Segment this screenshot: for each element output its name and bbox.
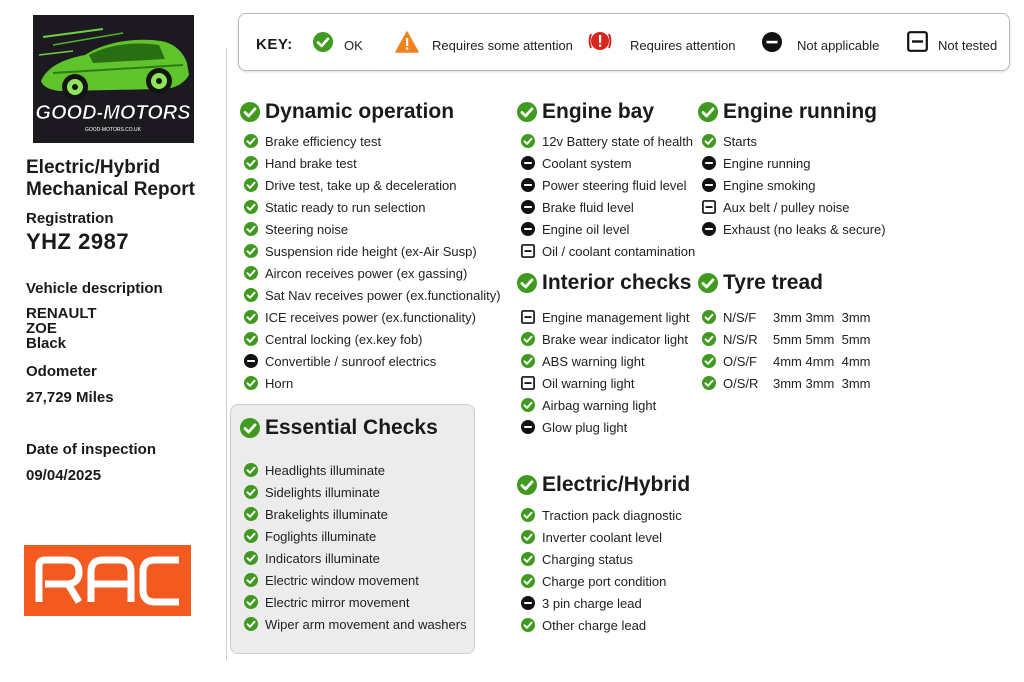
item-label: Suspension ride height (ex-Air Susp): [265, 243, 477, 259]
list-item: [702, 177, 816, 193]
minus-circle-icon: [521, 178, 535, 192]
inspection-date-value: 09/04/2025: [26, 467, 102, 484]
section-engine-running: [698, 100, 877, 124]
check-circle-icon: [244, 332, 258, 346]
check-circle-icon: [702, 354, 716, 368]
item-label: Indicators illuminate: [265, 550, 380, 566]
check-circle-icon: [517, 102, 537, 122]
section-tyre-tread: [698, 271, 823, 295]
list-item: [521, 353, 645, 369]
item-label: Static ready to run selection: [265, 199, 426, 215]
check-circle-icon: [521, 574, 535, 588]
logo-url-text: GOOD-MOTORS.CO.UK: [84, 127, 142, 133]
check-circle-icon: [244, 551, 258, 565]
list-item: [244, 594, 409, 610]
item-label: Glow plug light: [542, 419, 628, 435]
check-circle-icon: [244, 244, 258, 258]
check-circle-icon: [521, 552, 535, 566]
check-circle-icon: [244, 134, 258, 148]
check-circle-icon: [244, 485, 258, 499]
tread-depths: 3mm 3mm 3mm: [773, 375, 871, 391]
list-item: [521, 507, 682, 523]
odometer-label: Odometer: [26, 363, 97, 380]
section-title: Dynamic operation: [265, 100, 455, 123]
list-item: [244, 221, 348, 237]
minus-circle-icon: [702, 156, 716, 170]
section-electric-hybrid: [517, 473, 690, 497]
section-title: Engine bay: [542, 100, 655, 123]
list-item: [521, 573, 666, 589]
section-dynamic-operation: [240, 100, 454, 124]
key-title: KEY:: [256, 36, 293, 53]
minus-circle-icon: [521, 156, 535, 170]
check-circle-icon: [702, 376, 716, 390]
minus-circle-icon: [521, 200, 535, 214]
check-circle-icon: [244, 573, 258, 587]
registration-value: YHZ 2987: [26, 229, 130, 254]
item-label: Foglights illuminate: [265, 528, 377, 544]
check-circle-icon: [244, 156, 258, 170]
tread-depths: 4mm 4mm 4mm: [773, 353, 871, 369]
item-label: Engine running: [723, 155, 811, 171]
item-label: N/S/R: [723, 331, 758, 347]
list-item: [521, 309, 689, 325]
item-label: O/S/R: [723, 375, 759, 391]
inspection-date-label: Date of inspection: [26, 441, 157, 458]
check-circle-icon: [702, 332, 716, 346]
item-label: Steering noise: [265, 221, 349, 237]
item-label: Brake fluid level: [542, 199, 634, 215]
key-not-tested-label: Not tested: [938, 38, 998, 53]
list-item: [244, 265, 467, 281]
item-label: O/S/F: [723, 353, 757, 369]
check-circle-icon: [244, 595, 258, 609]
check-circle-icon: [698, 102, 718, 122]
odometer-value: 27,729 Miles: [26, 389, 114, 406]
item-label: ICE receives power (ex.functionality): [265, 309, 476, 325]
check-circle-icon: [517, 475, 537, 495]
list-item: [521, 375, 635, 391]
list-item: [521, 595, 642, 611]
item-label: Oil warning light: [542, 375, 635, 391]
report-title-line1: Electric/Hybrid: [26, 157, 161, 178]
list-item: [702, 221, 886, 237]
item-label: 12v Battery state of health: [542, 133, 694, 149]
list-item: [702, 331, 871, 347]
check-circle-icon: [521, 530, 535, 544]
vehicle-make: RENAULT: [26, 305, 97, 322]
list-item: [702, 353, 871, 369]
section-title: Essential Checks: [265, 416, 438, 439]
good-motors-logo: [33, 15, 194, 143]
list-item: [521, 155, 632, 171]
list-item: [521, 133, 693, 149]
check-circle-icon: [313, 32, 333, 57]
check-circle-icon: [517, 273, 537, 293]
check-circle-icon: [521, 618, 535, 632]
check-circle-icon: [702, 310, 716, 324]
item-label: Starts: [723, 133, 757, 149]
minus-square-icon: [907, 31, 928, 57]
check-circle-icon: [521, 354, 535, 368]
minus-square-icon: [521, 310, 535, 324]
list-item: [244, 133, 381, 149]
alert-circle-icon: [587, 30, 613, 57]
check-circle-icon: [244, 463, 258, 477]
item-label: Engine management light: [542, 309, 690, 325]
list-item: [702, 375, 871, 391]
section-title: Engine running: [723, 100, 877, 123]
check-circle-icon: [521, 398, 535, 412]
check-circle-icon: [702, 134, 716, 148]
item-label: Brakelights illuminate: [265, 506, 388, 522]
status-key: [238, 13, 1010, 71]
item-label: Electric mirror movement: [265, 594, 410, 610]
minus-square-icon: [702, 200, 716, 214]
minus-circle-icon: [521, 596, 535, 610]
item-label: Aux belt / pulley noise: [723, 199, 850, 215]
check-circle-icon: [244, 178, 258, 192]
check-circle-icon: [244, 529, 258, 543]
check-circle-icon: [521, 134, 535, 148]
list-item: [702, 133, 757, 149]
section-title: Tyre tread: [723, 271, 823, 294]
item-label: 3 pin charge lead: [542, 595, 642, 611]
check-circle-icon: [521, 332, 535, 346]
section-interior-checks: [517, 271, 691, 295]
list-item: [521, 243, 695, 259]
list-item: [244, 287, 501, 303]
list-item: [521, 397, 656, 413]
tread-depths: 3mm 3mm 3mm: [773, 309, 871, 325]
list-item: [244, 353, 436, 369]
section-title: Interior checks: [542, 271, 692, 294]
key-ok-label: OK: [344, 38, 363, 53]
section-essential-checks: [240, 416, 438, 440]
item-label: Convertible / sunroof electrics: [265, 353, 437, 369]
item-label: Inverter coolant level: [542, 529, 662, 545]
item-label: Exhaust (no leaks & secure): [723, 221, 886, 237]
list-item: [521, 617, 646, 633]
item-label: Airbag warning light: [542, 397, 657, 413]
item-label: Brake wear indicator light: [542, 331, 688, 347]
registration-label: Registration: [26, 210, 114, 227]
list-item: [521, 551, 633, 567]
list-item: [521, 177, 687, 193]
key-attention-label: Requires attention: [630, 38, 736, 53]
minus-square-icon: [521, 376, 535, 390]
vehicle-model: ZOE: [26, 320, 57, 337]
list-item: [244, 506, 388, 522]
list-item: [244, 572, 419, 588]
minus-circle-icon: [521, 222, 535, 236]
report-title-line2: Mechanical Report: [26, 179, 195, 200]
list-item: [244, 177, 457, 193]
list-item: [244, 155, 357, 171]
rac-logo-mark: [33, 556, 183, 606]
item-label: Engine oil level: [542, 221, 630, 237]
item-label: Central locking (ex.key fob): [265, 331, 423, 347]
list-item: [244, 199, 425, 215]
list-item: [521, 529, 662, 545]
item-label: Sat Nav receives power (ex.functionality): [265, 287, 501, 303]
check-circle-icon: [244, 310, 258, 324]
minus-circle-icon: [762, 32, 782, 57]
list-item: [244, 375, 293, 391]
list-item: [244, 528, 376, 544]
check-circle-icon: [240, 102, 260, 122]
item-label: Sidelights illuminate: [265, 484, 380, 500]
item-label: Power steering fluid level: [542, 177, 687, 193]
column-divider: [226, 48, 227, 660]
rac-logo: [24, 545, 191, 616]
check-circle-icon: [244, 288, 258, 302]
logo-brand-text: GOOD-MOTORS: [35, 102, 191, 124]
check-circle-icon: [698, 273, 718, 293]
list-item: [244, 309, 476, 325]
list-item: [521, 419, 627, 435]
check-circle-icon: [244, 617, 258, 631]
item-label: Brake efficiency test: [265, 133, 382, 149]
list-item: [244, 331, 423, 347]
check-circle-icon: [240, 418, 260, 438]
item-label: Horn: [265, 375, 294, 391]
list-item: [244, 462, 385, 478]
check-circle-icon: [244, 222, 258, 236]
minus-circle-icon: [702, 222, 716, 236]
list-item: [702, 155, 810, 171]
item-label: Aircon receives power (ex gassing): [265, 265, 468, 281]
item-label: Headlights illuminate: [265, 462, 385, 478]
section-engine-bay: [517, 100, 654, 124]
list-item: [521, 199, 634, 215]
item-label: Other charge lead: [542, 617, 647, 633]
item-label: Wiper arm movement and washers: [265, 616, 467, 632]
minus-circle-icon: [244, 354, 258, 368]
check-circle-icon: [244, 376, 258, 390]
check-circle-icon: [244, 507, 258, 521]
item-label: Hand brake test: [265, 155, 357, 171]
item-label: Drive test, take up & deceleration: [265, 177, 457, 193]
list-item: [702, 309, 871, 325]
list-item: [244, 243, 477, 259]
item-label: Engine smoking: [723, 177, 816, 193]
item-label: Electric window movement: [265, 572, 419, 588]
section-title: Electric/Hybrid: [542, 473, 691, 496]
list-item: [244, 484, 380, 500]
minus-circle-icon: [521, 420, 535, 434]
item-label: N/S/F: [723, 309, 757, 325]
check-circle-icon: [521, 508, 535, 522]
list-item: [244, 616, 467, 632]
key-not-applicable-label: Not applicable: [797, 38, 880, 53]
list-item: [244, 550, 380, 566]
item-label: Traction pack diagnostic: [542, 507, 682, 523]
check-circle-icon: [244, 266, 258, 280]
minus-circle-icon: [702, 178, 716, 192]
vehicle-description-label: Vehicle description: [26, 280, 163, 297]
vehicle-colour: Black: [26, 335, 67, 352]
item-label: Oil / coolant contamination: [542, 243, 696, 259]
item-label: Coolant system: [542, 155, 632, 171]
tread-depths: 5mm 5mm 5mm: [773, 331, 871, 347]
list-item: [521, 221, 629, 237]
warning-triangle-icon: [395, 31, 419, 58]
list-item: [521, 331, 688, 347]
item-label: Charging status: [542, 551, 634, 567]
item-label: ABS warning light: [542, 353, 645, 369]
list-item: [702, 199, 849, 215]
minus-square-icon: [521, 244, 535, 258]
key-some-attention-label: Requires some attention: [432, 38, 573, 53]
check-circle-icon: [244, 200, 258, 214]
item-label: Charge port condition: [542, 573, 667, 589]
